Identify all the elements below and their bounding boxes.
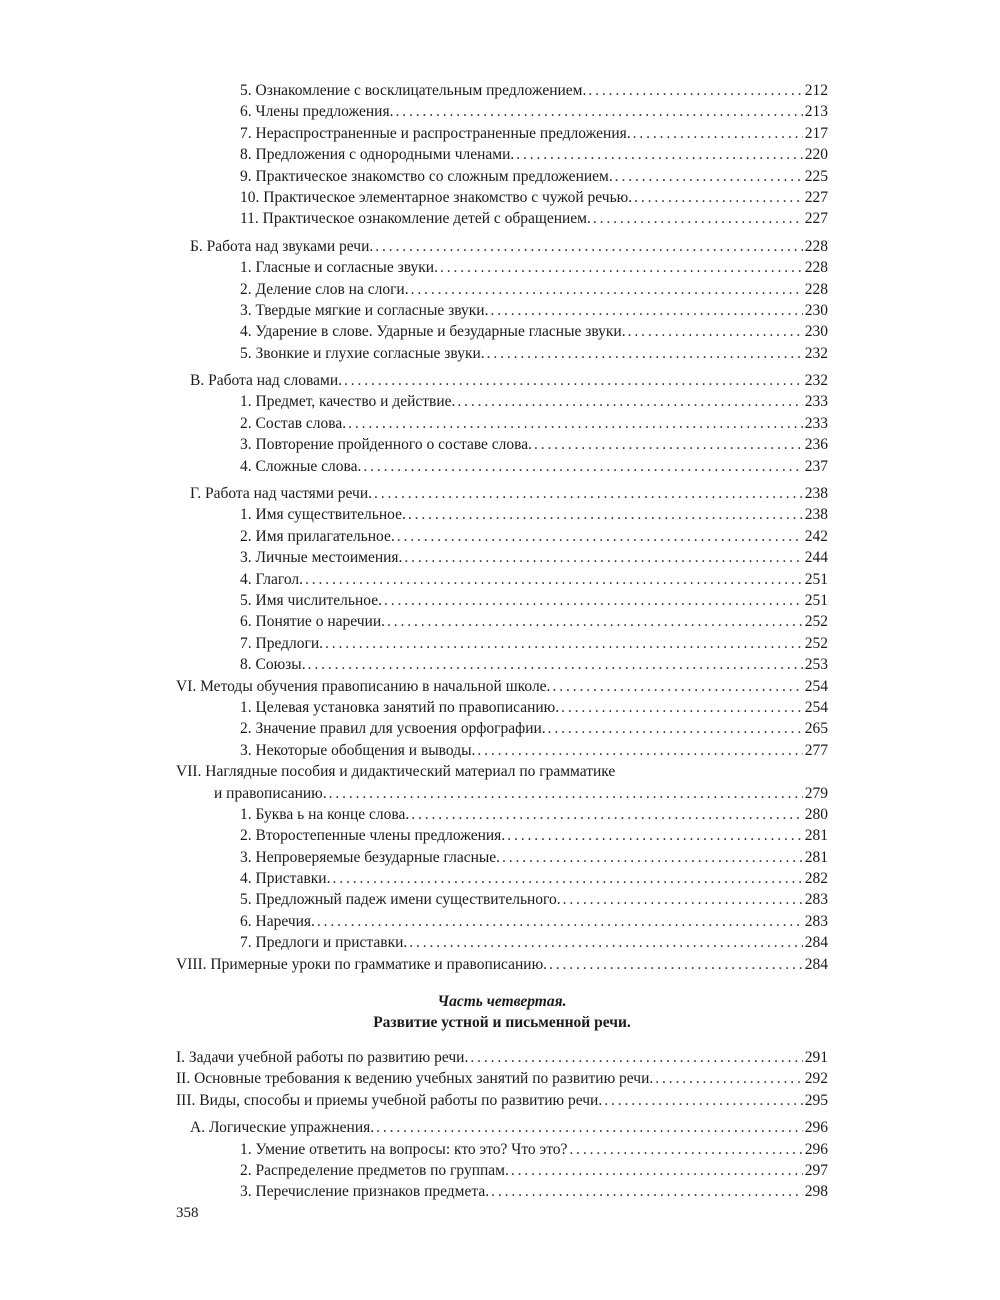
dot-leader bbox=[634, 187, 803, 208]
toc-entry bbox=[176, 932, 828, 953]
toc-entry bbox=[176, 208, 828, 229]
dot-leader bbox=[440, 257, 803, 278]
toc-entry bbox=[176, 300, 828, 321]
dot-leader bbox=[569, 1139, 802, 1160]
dot-leader bbox=[534, 434, 803, 455]
toc-entry bbox=[176, 1068, 828, 1089]
dot-leader bbox=[477, 740, 802, 761]
toc-entry-page: 232 bbox=[804, 344, 828, 362]
toc-entry-page: 281 bbox=[804, 827, 828, 845]
toc-entry bbox=[176, 654, 828, 675]
toc-entry bbox=[176, 1117, 828, 1138]
dot-leader bbox=[397, 526, 803, 547]
toc-entry bbox=[176, 547, 828, 568]
toc-entry-page: 244 bbox=[804, 549, 828, 567]
dot-leader bbox=[507, 825, 803, 846]
toc-entry-title: 3. Перечисление признаков предмета. bbox=[240, 1183, 490, 1201]
toc-entry-page: 227 bbox=[804, 210, 828, 228]
page-number: 358 bbox=[176, 1205, 199, 1221]
toc-entry bbox=[176, 611, 828, 632]
toc-entry-page: 228 bbox=[804, 280, 828, 298]
toc-entry bbox=[176, 321, 828, 342]
toc-entry-title: 4. Ударение в слове. Ударные и безударные гласные звуки. bbox=[240, 323, 626, 341]
dot-leader bbox=[561, 697, 803, 718]
dot-leader bbox=[502, 847, 803, 868]
dot-leader bbox=[411, 804, 803, 825]
toc-entry bbox=[176, 676, 828, 697]
toc-entry-title: 7. Предлоги. bbox=[240, 634, 324, 652]
toc-entry bbox=[176, 1047, 828, 1068]
toc-entry-page: 252 bbox=[804, 634, 828, 652]
toc-entry-title: 4. Сложные слова. bbox=[240, 457, 362, 475]
dot-leader bbox=[325, 633, 803, 654]
toc-entry-title: 1. Гласные и согласные звуки. bbox=[240, 259, 438, 277]
toc-entry-title: Г. Работа над частями речи. bbox=[190, 485, 372, 503]
dot-leader bbox=[563, 889, 803, 910]
toc-entry-page: 281 bbox=[804, 848, 828, 866]
toc-entry-title: 6. Наречия. bbox=[240, 912, 315, 930]
dot-leader bbox=[552, 676, 802, 697]
toc-entry bbox=[176, 526, 828, 547]
toc-entry-page: 265 bbox=[804, 720, 828, 738]
toc-entry-page: 297 bbox=[804, 1161, 828, 1179]
toc-entry-page: 236 bbox=[804, 436, 828, 454]
dot-leader bbox=[387, 611, 803, 632]
toc-entry-title: 10. Практическое элементарное знакомство с чужой речью. bbox=[240, 188, 633, 206]
toc-entry-title: 3. Личные местоимения. bbox=[240, 549, 403, 567]
toc-entry-title: 1. Предмет, качество и действие. bbox=[240, 393, 456, 411]
toc-entry bbox=[176, 1139, 828, 1160]
toc-entry-page: 252 bbox=[804, 613, 828, 631]
part-subtitle: Развитие устной и письменной речи. bbox=[373, 1014, 631, 1032]
toc-entry bbox=[176, 868, 828, 889]
dot-leader bbox=[604, 1090, 803, 1111]
dot-leader bbox=[490, 300, 802, 321]
toc-entry-page: 212 bbox=[804, 82, 828, 99]
toc-entry-title: 8. Союзы. bbox=[240, 656, 306, 674]
dot-leader bbox=[384, 590, 803, 611]
toc-entry bbox=[176, 1160, 828, 1181]
toc-entry-page: 220 bbox=[804, 146, 828, 164]
toc-entry bbox=[176, 80, 828, 101]
toc-block-logic bbox=[176, 1117, 828, 1203]
toc-entry-page: 217 bbox=[804, 124, 828, 142]
toc-entry-page: 232 bbox=[804, 372, 828, 390]
toc-entry-title: 2. Значение правил для усвоения орфографии. bbox=[240, 720, 546, 738]
dot-leader bbox=[363, 456, 802, 477]
dot-leader bbox=[409, 932, 802, 953]
toc-entry bbox=[176, 825, 828, 846]
toc-entry bbox=[176, 954, 828, 975]
toc-entry bbox=[176, 123, 828, 144]
toc-entry-page: 279 bbox=[804, 784, 828, 802]
toc-entry bbox=[176, 257, 828, 278]
toc-block-speech-dev bbox=[176, 1047, 828, 1111]
toc-entry bbox=[176, 889, 828, 910]
toc-entry bbox=[176, 804, 828, 825]
toc-entry bbox=[176, 144, 828, 165]
toc-entry-page: 238 bbox=[804, 485, 828, 503]
dot-leader bbox=[511, 1160, 803, 1181]
toc-entry bbox=[176, 1181, 828, 1202]
toc-entry-page: 242 bbox=[804, 527, 828, 545]
toc-entry-page: 284 bbox=[804, 934, 828, 952]
toc-entry-title: 6. Понятие о наречии. bbox=[240, 613, 385, 631]
toc-entry bbox=[176, 391, 828, 412]
toc-entry-title: 4. Глагол. bbox=[240, 570, 304, 588]
toc-entry bbox=[176, 590, 828, 611]
toc-entry-page: 228 bbox=[804, 237, 828, 255]
dot-leader bbox=[655, 1068, 803, 1089]
dot-leader bbox=[348, 413, 803, 434]
toc-entry bbox=[176, 483, 828, 504]
toc-entry-page: 253 bbox=[804, 656, 828, 674]
dot-leader bbox=[487, 343, 803, 364]
dot-leader bbox=[408, 504, 803, 525]
toc-entry-page: 291 bbox=[804, 1049, 828, 1067]
toc-entry-title: 3. Повторение пройденного о составе слова. bbox=[240, 436, 533, 454]
toc-entry-page: 230 bbox=[804, 323, 828, 341]
toc-entry-page: 280 bbox=[804, 805, 828, 823]
toc-entry-title: 1. Буква ь на конце слова. bbox=[240, 805, 410, 823]
toc-entry-page: 225 bbox=[804, 167, 828, 185]
toc-entry-title: 8. Предложения с однородными членами. bbox=[240, 146, 515, 164]
dot-leader bbox=[411, 279, 803, 300]
dot-leader bbox=[548, 718, 803, 739]
toc-entry bbox=[176, 434, 828, 455]
dot-leader bbox=[633, 123, 803, 144]
toc-entry bbox=[176, 740, 828, 761]
toc-entry-page: 277 bbox=[804, 741, 828, 759]
toc-entry-title: 5. Имя числительное. bbox=[240, 591, 382, 609]
toc-entry bbox=[176, 343, 828, 364]
dot-leader bbox=[549, 954, 803, 975]
toc-entry bbox=[176, 783, 828, 804]
toc-entry bbox=[176, 101, 828, 122]
dot-leader bbox=[329, 783, 803, 804]
toc-entry-title: 5. Ознакомление с восклицательным предложением. bbox=[240, 82, 587, 99]
toc-block-parts-of-speech bbox=[176, 483, 828, 975]
toc-entry-page: 254 bbox=[804, 677, 828, 695]
toc-entry bbox=[176, 718, 828, 739]
toc-entry bbox=[176, 504, 828, 525]
toc-entry bbox=[176, 370, 828, 391]
toc-entry-page: 295 bbox=[804, 1091, 828, 1109]
toc-entry-title: VI. Методы обучения правописанию в начальной школе. bbox=[176, 677, 551, 695]
toc-entry-title: 5. Звонкие и глухие согласные звуки. bbox=[240, 344, 485, 362]
dot-leader bbox=[332, 868, 802, 889]
dot-leader bbox=[470, 1047, 802, 1068]
dot-leader bbox=[628, 321, 803, 342]
toc-entry bbox=[176, 761, 828, 782]
toc-entry-title: Б. Работа над звуками речи. bbox=[190, 237, 374, 255]
toc-entry-title: 2. Деление слов на слоги. bbox=[240, 280, 409, 298]
toc-entry-page: 282 bbox=[804, 870, 828, 888]
toc-entry-title: VII. Наглядные пособия и дидактический материал по грамматике bbox=[176, 763, 616, 781]
toc-entry bbox=[176, 187, 828, 208]
dot-leader bbox=[308, 654, 803, 675]
toc-entry-page: 251 bbox=[804, 570, 828, 588]
toc-entry-title: 7. Предлоги и приставки. bbox=[240, 934, 408, 952]
dot-leader bbox=[395, 101, 802, 122]
toc-entry-title: II. Основные требования к ведению учебных занятий по развитию речи. bbox=[176, 1070, 654, 1088]
dot-leader bbox=[375, 236, 802, 257]
toc-entry-title: 1. Имя существительное. bbox=[240, 506, 406, 524]
toc-entry-page: 296 bbox=[804, 1119, 828, 1137]
toc-entry bbox=[176, 413, 828, 434]
toc-entry bbox=[176, 166, 828, 187]
toc-entry-title: 3. Непроверяемые безударные гласные. bbox=[240, 848, 501, 866]
toc-entry bbox=[176, 569, 828, 590]
toc-entry-title: и правописанию. bbox=[214, 784, 327, 802]
dot-leader bbox=[588, 80, 802, 101]
toc-entry-title: 1. Целевая установка занятий по правописанию. bbox=[240, 698, 560, 716]
toc-entry-title: 1. Умение ответить на вопросы: кто это? Что это? bbox=[240, 1140, 568, 1158]
part-title: Часть четвертая. bbox=[437, 993, 567, 1011]
toc-entry-title: 9. Практическое знакомство со сложным предложением. bbox=[240, 167, 613, 185]
toc-entry-title: 5. Предложный падеж имени существительного. bbox=[240, 891, 561, 909]
dot-leader bbox=[457, 391, 802, 412]
toc-entry bbox=[176, 847, 828, 868]
toc-entry bbox=[176, 697, 828, 718]
toc-entry-page: 230 bbox=[804, 301, 828, 319]
toc-entry-page: 233 bbox=[804, 414, 828, 432]
toc-entry-title: 2. Имя прилагательное. bbox=[240, 527, 395, 545]
toc-entry-page: 251 bbox=[804, 591, 828, 609]
dot-leader bbox=[404, 547, 802, 568]
dot-leader bbox=[615, 166, 803, 187]
toc-entry-page: 233 bbox=[804, 393, 828, 411]
toc-entry-page: 228 bbox=[804, 259, 828, 277]
toc-entry-title: В. Работа над словами. bbox=[190, 372, 343, 390]
toc-block-syntax bbox=[176, 80, 828, 230]
dot-leader bbox=[593, 208, 803, 229]
toc-entry-page: 238 bbox=[804, 506, 828, 524]
dot-leader bbox=[516, 144, 802, 165]
dot-leader bbox=[374, 483, 803, 504]
dot-leader bbox=[317, 911, 803, 932]
toc-entry-page: 283 bbox=[804, 891, 828, 909]
dot-leader bbox=[491, 1181, 803, 1202]
toc-entry bbox=[176, 279, 828, 300]
toc-entry-title: 2. Состав слова. bbox=[240, 414, 347, 432]
toc-entry-page: 213 bbox=[804, 103, 828, 121]
toc-entry-title: III. Виды, способы и приемы учебной работы по развитию речи. bbox=[176, 1091, 603, 1109]
toc-block-sounds bbox=[176, 236, 828, 364]
toc-entry-title: А. Логические упражнения. bbox=[190, 1119, 375, 1137]
toc-entry-page: 296 bbox=[804, 1140, 828, 1158]
toc-entry bbox=[176, 236, 828, 257]
toc-entry-title: 6. Члены предложения. bbox=[240, 103, 394, 121]
toc-entry-title: 7. Нераспространенные и распространенные предложения. bbox=[240, 124, 631, 142]
toc-entry bbox=[176, 633, 828, 654]
dot-leader bbox=[344, 370, 803, 391]
toc-entry-page: 254 bbox=[804, 698, 828, 716]
toc-entry-page: 227 bbox=[804, 188, 828, 206]
toc-entry bbox=[176, 911, 828, 932]
toc-entry-title: 4. Приставки. bbox=[240, 870, 331, 888]
toc-block-words bbox=[176, 370, 828, 477]
toc-entry-page: 283 bbox=[804, 912, 828, 930]
toc-entry-title: 2. Второстепенные члены предложения. bbox=[240, 827, 506, 845]
toc-entry-title: VIII. Примерные уроки по грамматике и правописанию. bbox=[176, 955, 548, 973]
toc-entry-title: 3. Твердые мягкие и согласные звуки. bbox=[240, 301, 489, 319]
toc-entry bbox=[176, 1090, 828, 1111]
toc-entry-title: 11. Практическое ознакомление детей с обращением. bbox=[240, 210, 591, 228]
table-of-contents bbox=[176, 80, 828, 1203]
toc-entry-title: I. Задачи учебной работы по развитию речи. bbox=[176, 1049, 469, 1067]
toc-entry-page: 298 bbox=[804, 1183, 828, 1201]
toc-entry-title: 2. Распределение предметов по группам. bbox=[240, 1161, 509, 1179]
toc-entry bbox=[176, 456, 828, 477]
dot-leader bbox=[376, 1117, 803, 1138]
toc-entry-page: 237 bbox=[804, 457, 828, 475]
toc-entry-title: 3. Некоторые обобщения и выводы. bbox=[240, 741, 476, 759]
dot-leader bbox=[305, 569, 803, 590]
toc-entry-page: 284 bbox=[804, 955, 828, 973]
toc-entry-page: 292 bbox=[804, 1070, 828, 1088]
